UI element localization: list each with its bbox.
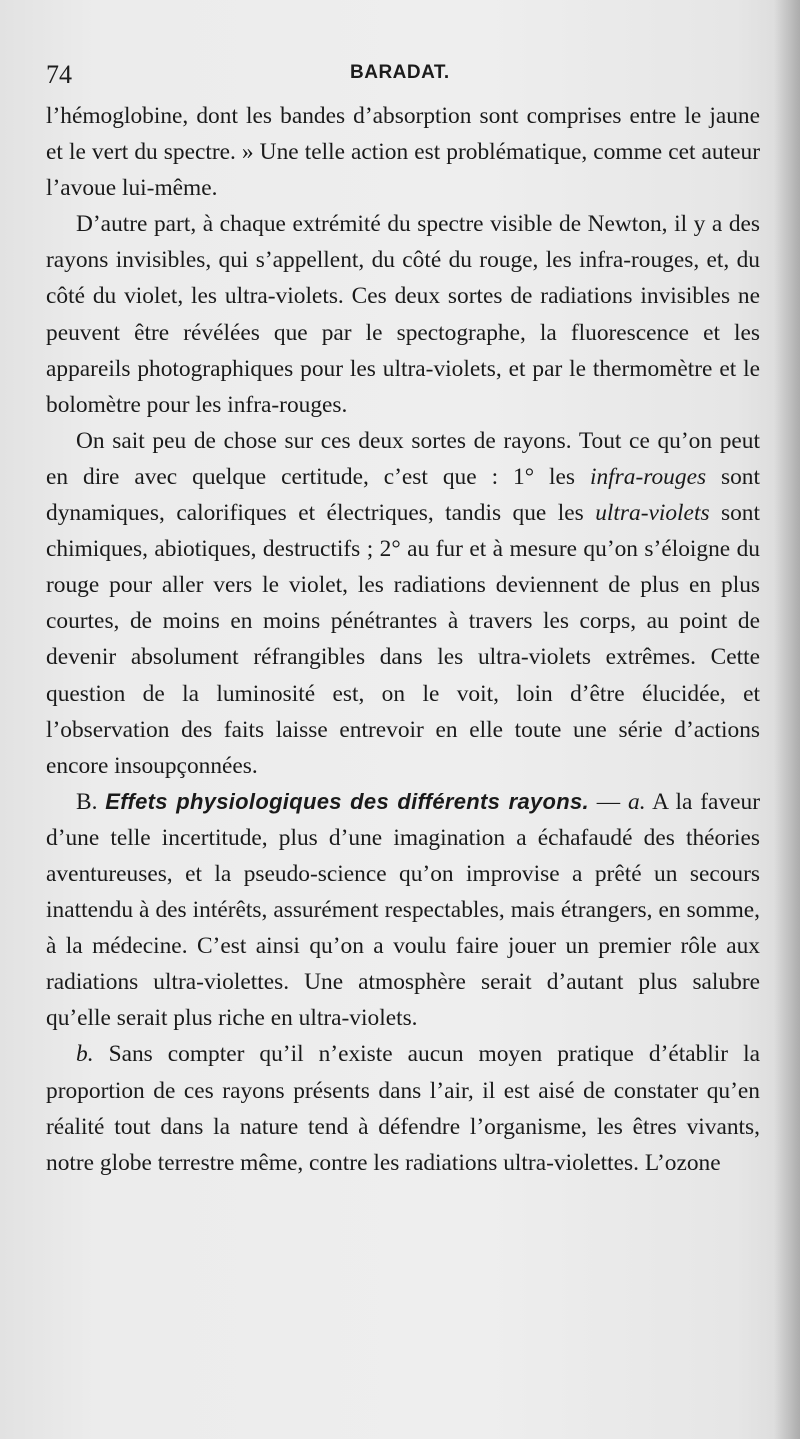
paragraph-1-text: l’hémoglobine, dont les bandes d’absorption sont comprises entre le jaune et le vert du spectre. » Une telle action est problématique, comme cet auteur l’avoue lui-même. [46,103,760,202]
paragraph-3-text-c: sont dynamiques, calorifiques et électriques, tandis que les [46,463,761,527]
paragraph-1 [46,98,760,206]
running-head: BARADAT. [350,62,450,83]
paragraph-4-text: A la faveur d’une telle incertitude, plus d’une imagination a échafaudé des théories aventureuses, et la pseudo-science qu’on improvise a prêté un secours inattendu à des intérêts, assurément respectables, mais étrangers, en somme, à la médecine. C’est ainsi qu’on a voulu faire jouer un premier rôle aux radiations ultra-violettes. Une atmosphère serait d’autant plus salubre qu’elle serait plus riche en ultra-violets. [46,788,761,1032]
body-text [46,98,760,1181]
section-heading: Effets physiologiques des différents rayons. [105,788,589,814]
gutter-shadow [774,0,800,1439]
term-ultra-violets: ultra-violets [595,500,710,527]
subsection-b-label: b. [76,1041,94,1068]
paragraph-2-text: D’autre part, à chaque extrémité du spectre visible de Newton, il y a des rayons invisibles, qui s’appellent, du côté du rouge, les infra-rouges, et, du côté du violet, les ultra-violets. Ces deux sortes de radiations invisibles ne peuvent être révélées que par le spectographe, la fluorescence et les appareils photographiques pour les ultra-violets, et par le thermomètre et le bolomètre pour les infra-rouges. [46,211,760,418]
paragraph-3-text-a: On sait peu de chose sur ces deux sortes de rayons. Tout ce qu’on peut en dire avec quelque certitude, c’est que : 1° les [46,427,760,490]
page-header [46,58,766,92]
section-dash: — [588,788,629,815]
paragraph-3-text-e: sont chimiques, abiotiques, destructifs ; 2° au fur et à mesure qu’on s’éloigne du rouge pour aller vers le violet, les radiations deviennent de plus en plus courtes, de moins en moins pénétrantes à travers les corps, au point de devenir absolument réfrangibles dans les ultra-violets extrêmes. Cette question de la luminosité est, on le voit, loin d’être élucidée, et l’observation des faits laisse entrevoir en elle toute une série d’actions encore insoupçonnées. [46,500,761,779]
page-number: 74 [46,60,72,89]
subsection-a-label: a. [628,788,646,815]
paragraph-4 [46,784,760,1037]
paragraph-2 [46,206,760,423]
paragraph-5 [46,1036,760,1180]
paragraph-3 [46,423,760,784]
term-infra-rouges: infra-rouges [589,463,707,490]
section-label: B. [76,788,106,815]
paragraph-5-text: Sans compter qu’il n’existe aucun moyen pratique d’établir la proportion de ces rayons présents dans l’air, il est aisé de constater qu’en réalité tout dans la nature tend à défendre l’organisme, les êtres vivants, notre globe terrestre même, contre les radiations ultra-violettes. L’ozone [46,1041,760,1176]
